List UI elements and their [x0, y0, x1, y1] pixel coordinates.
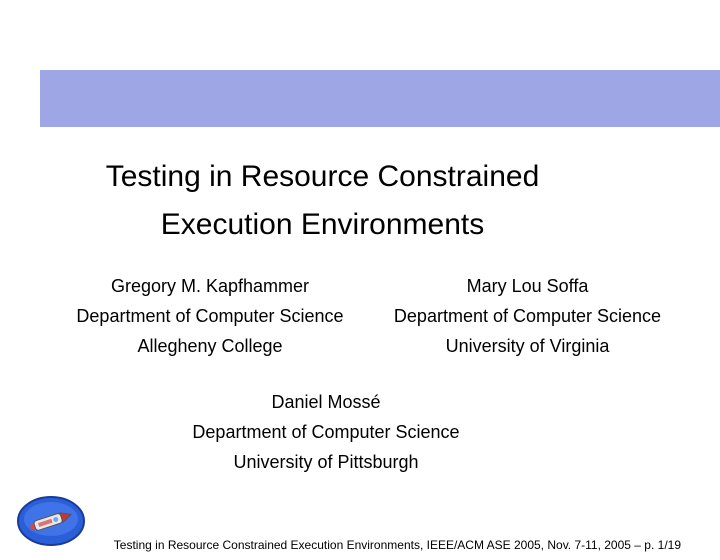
author-department-right: Department of Computer Science — [393, 306, 662, 326]
slide-footer: Testing in Resource Constrained Execution Environments, IEEE/ACM ASE 2005, Nov. 7-11, 2005 – p. 1/19 — [113, 538, 681, 552]
author-name-left: Gregory M. Kapfhammer — [110, 276, 310, 296]
slide-title-line-1: Testing in Resource Constrained — [105, 160, 540, 193]
header-banner — [40, 70, 720, 127]
author-name-right: Mary Lou Soffa — [466, 276, 589, 296]
author-department-left: Department of Computer Science — [76, 306, 344, 326]
slide-title-line-2: Execution Environments — [160, 208, 485, 241]
author-name-bottom: Daniel Mossé — [271, 392, 381, 412]
author-institution-left: Allegheny College — [137, 336, 283, 356]
author-institution-right: University of Virginia — [445, 336, 610, 356]
author-institution-bottom: University of Pittsburgh — [233, 452, 419, 472]
author-department-bottom: Department of Computer Science — [192, 422, 460, 442]
